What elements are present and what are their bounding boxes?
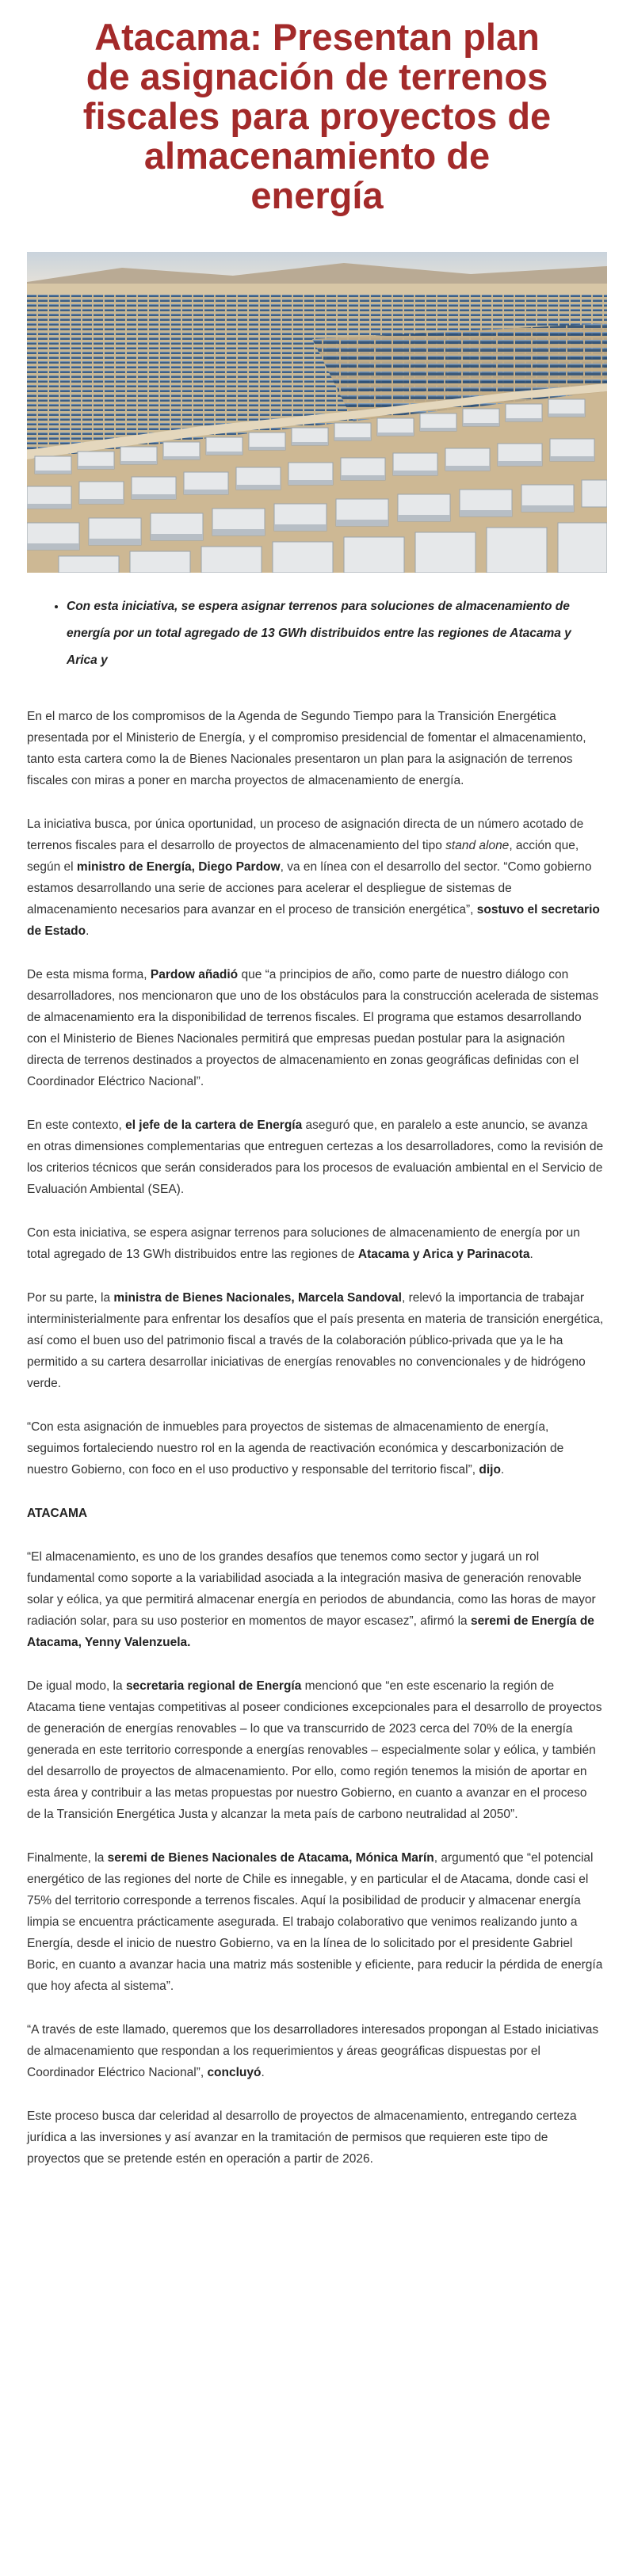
paragraph: “Con esta asignación de inmuebles para proyectos de sistemas de almacenamiento de energía, seguimos fortaleciendo nuestro rol en la agenda de reactivación económica y descarbonización de nuestro Gobierno, con foco en el uso productivo y responsable del territorio fiscal”, dijo. xyxy=(27,1420,564,1477)
paragraph: De igual modo, la secretaria regional de Energía mencionó que “en este escenario la región de Atacama tiene ventajas competitivas al poseer condiciones excepcionales para el desarrollo de proyectos de generación de energías renovables – lo que va transcurrido de 2023 cerca del 70% de la energía generada en este territorio corresponde a energías renovables – especialmente solar y eólica, y también del desarrollo de proyectos de almacenamiento. Por ello, como región tenemos la misión de aportar en esta área y contribuir a las metas propuestas por nuestro Gobierno, en cuanto a avanzar en el proceso de la Transición Energética Justa y alcanzar la meta país de carbono neutralidad al 2050”. xyxy=(27,1679,602,1821)
paragraph: En el marco de los compromisos de la Agenda de Segundo Tiempo para la Transición Energética presentada por el Ministerio de Energía, y el compromiso presidencial de fomentar el almacenamiento, tanto esta cartera como la de Bienes Nacionales presentaron un plan para la asignación de terrenos fiscales con miras a poner en marcha proyectos de almacenamiento de energía. xyxy=(27,710,586,787)
article-body xyxy=(27,674,607,2170)
summary-bullet: • Con esta iniciativa, se espera asignar terrenos para soluciones de almacenamiento de energía por un total agregado de 13 GWh distribuidos entre las regiones de Atacama y Arica y xyxy=(67,593,607,674)
paragraph: La iniciativa busca, por única oportunidad, un proceso de asignación directa de un número acotado de terrenos fiscales para el desarrollo de proyectos de almacenamiento del tipo stand alone, acción que, según el ministro de Energía, Diego Pardow, va en línea con el desarrollo del sector. “Como gobierno estamos desarrollando una serie de acciones para acelerar el despliegue de sistemas de almacenamiento necesarios para avanzar en el proceso de transición energética”, sostuvo el secretario de Estado. xyxy=(27,817,600,938)
summary-bullets xyxy=(27,593,607,674)
paragraph: “El almacenamiento, es uno de los grandes desafíos que tenemos como sector y jugará un rol fundamental como soporte a la variabilidad asociada a la integración masiva de generación renovable solar y eólica, ya que permitirá almacenar energía en periodos de abundancia, como las horas de mayor radiación solar, para su uso posterior en momentos de mayor escasez”, afirmó la seremi de Energía de Atacama, Yenny Valenzuela. xyxy=(27,1550,596,1649)
paragraph: Este proceso busca dar celeridad al desarrollo de proyectos de almacenamiento, entregando certeza jurídica a las inversiones y así avanzar en la tramitación de permisos que requieren este tipo de proyectos que se pretende estén en operación a partir de 2026. xyxy=(27,2109,577,2166)
section-heading-atacama: ATACAMA xyxy=(27,1507,88,1520)
paragraph: En este contexto, el jefe de la cartera de Energía aseguró que, en paralelo a este anuncio, se avanza en otras dimensiones complementarias que entreguen certezas a los desarrolladores, como la revisión de los criterios técnicos que serán considerados para los procesos de evaluación ambiental en el Servicio de Evaluación Ambiental (SEA). xyxy=(27,1118,604,1196)
paragraph: Por su parte, la ministra de Bienes Nacionales, Marcela Sandoval, relevó la importancia de trabajar interministerialmente para enfrentar los desafíos que el país presenta en materia de transición energética, así como el buen uso del patrimonio fiscal a través de la colaboración público-privada que ya le ha permitido a su cartera desarrollar iniciativas de energías renovables no convencionales y de hidrógeno verde. xyxy=(27,1291,604,1390)
paragraph: Con esta iniciativa, se espera asignar terrenos para soluciones de almacenamiento de energía por un total agregado de 13 GWh distribuidos entre las regiones de Atacama y Arica y Parinacota. xyxy=(27,1226,580,1261)
hero-image-battery-storage-and-solar-field xyxy=(27,252,607,573)
paragraph: Finalmente, la seremi de Bienes Nacionales de Atacama, Mónica Marín, argumentó que “el potencial energético de las regiones del norte de Chile es innegable, y en particular el de Atacama, donde casi el 75% del territorio corresponde a terrenos fiscales. Aquí la posibilidad de producir y almacenar energía limpia se encuentra prácticamente asegurada. El trabajo colaborativo que venimos realizando junto a Energía, desde el inicio de nuestro Gobierno, va en la línea de lo solicitado por el presidente Gabriel Boric, en cuanto a avanzar hacia una matriz más sostenible y eficiente, para reducir la pérdida de energía que hoy afecta al sistema”. xyxy=(27,1851,603,1993)
article-title: Atacama: Presentan plan de asignación de terrenos fiscales para proyectos de almacenamiento de energía xyxy=(82,16,552,216)
paragraph: De esta misma forma, Pardow añadió que “a principios de año, como parte de nuestro diálogo con desarrolladores, nos mencionaron que uno de los obstáculos para la construcción acelerada de sistemas de almacenamiento era la disponibilidad de terrenos fiscales. El programa que estamos desarrollando con el Ministerio de Bienes Nacionales permitirá que empresas puedan postular para la asignación directa de terrenos destinados a proyectos de almacenamiento en zonas geográficas definidas con el Coordinador Eléctrico Nacional”. xyxy=(27,968,599,1088)
paragraph: “A través de este llamado, queremos que los desarrolladores interesados propongan al Estado iniciativas de almacenamiento que respondan a los requerimientos y áreas geográficas dispuestas por el Coordinador Eléctrico Nacional”, concluyó. xyxy=(27,2023,599,2079)
